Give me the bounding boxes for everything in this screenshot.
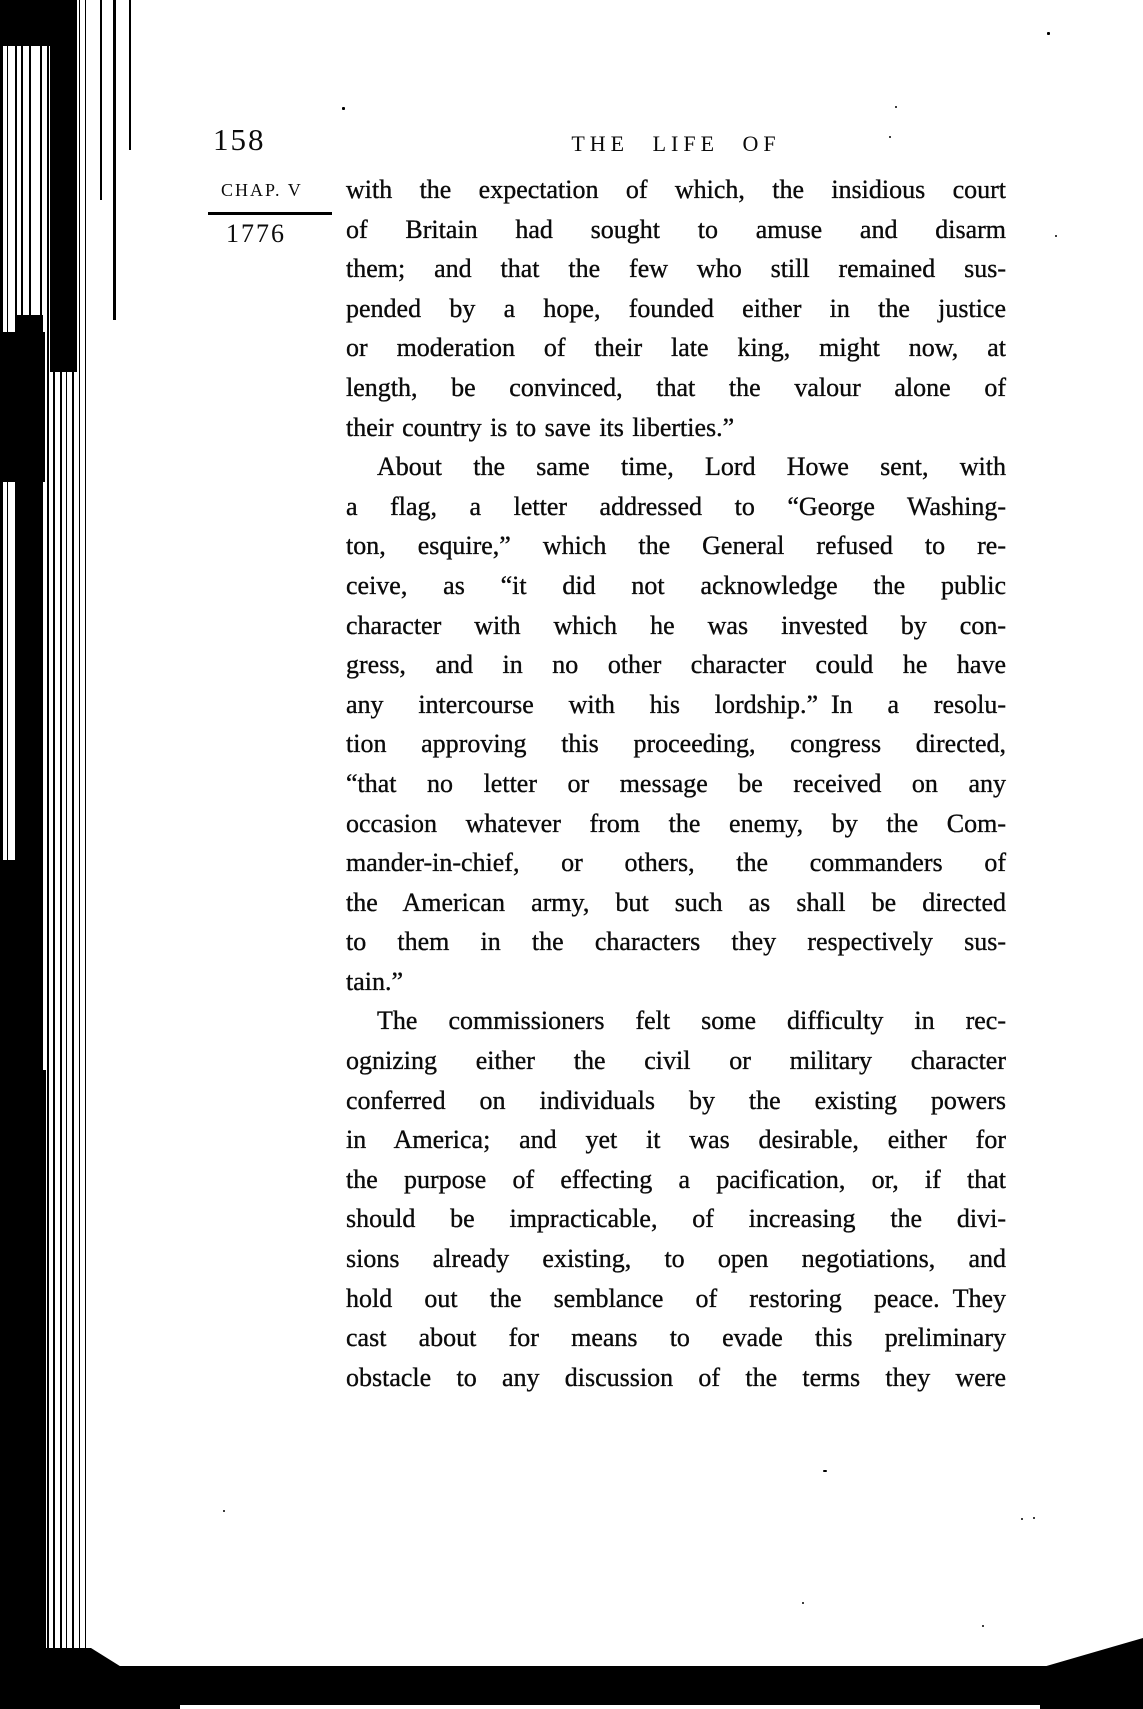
scan-speck — [895, 106, 897, 108]
text-line: of Britain had sought to amuse and disarm — [346, 214, 1006, 244]
text-line: the American army, but such as shall be directed — [346, 887, 1006, 917]
text-line: to them in the characters they respectively sus- — [346, 927, 1006, 957]
scan-speck — [1021, 1518, 1023, 1520]
text-line: sions already existing, to open negotiations, and — [346, 1244, 1006, 1274]
scan-speck — [223, 1510, 225, 1512]
text-line: or moderation of their late king, might now, at — [346, 333, 1006, 363]
text-line: tain.” — [346, 966, 404, 996]
text-line: pended by a hope, founded either in the justice — [346, 293, 1006, 323]
text-line: with the expectation of which, the insidious court — [346, 175, 1006, 204]
text-line: ognizing either the civil or military character — [346, 1046, 1006, 1076]
text-line: the purpose of effecting a pacification, or, if that — [346, 1164, 1006, 1194]
text-line: cast about for means to evade this preliminary — [346, 1323, 1006, 1353]
text-line: mander-in-chief, or others, the commanders of — [346, 848, 1006, 878]
chapter-label: CHAP. V — [221, 180, 303, 200]
text-line: character with which he was invested by con- — [346, 610, 1006, 640]
scan-speck — [982, 1625, 984, 1627]
text-line: ceive, as “it did not acknowledge the public — [346, 570, 1006, 600]
text-line: gress, and in no other character could he have — [346, 650, 1006, 680]
body-text — [346, 170, 1006, 1397]
text-line: occasion whatever from the enemy, by the Com- — [346, 808, 1006, 838]
year-label: 1776 — [226, 219, 286, 248]
scan-bar — [50, 0, 77, 372]
scan-bar — [0, 1070, 46, 1709]
page-number: 158 — [213, 122, 266, 157]
scan-line — [129, 0, 131, 150]
scan-speck — [823, 1470, 827, 1472]
scan-speck — [802, 1602, 804, 1604]
text-line: should be impracticable, of increasing the divi- — [346, 1204, 1006, 1234]
scan-speck — [1033, 1517, 1035, 1519]
scan-speck — [342, 107, 345, 110]
text-line: ton, esquire,” which the General refused to re- — [346, 531, 1006, 561]
running-header: THE LIFE OF — [571, 131, 781, 156]
scan-speck — [1055, 235, 1057, 237]
text-line: length, be convinced, that the valour alone of — [346, 372, 1006, 402]
scan-bottom-corner — [0, 1690, 180, 1709]
text-line: their country is to save its liberties.” — [346, 412, 735, 442]
text-line: “that no letter or message be received on any — [346, 768, 1006, 798]
scan-speck — [1047, 32, 1050, 35]
margin-rule — [208, 212, 332, 215]
text-line: obstacle to any discussion of the terms they were — [346, 1362, 1006, 1392]
text-line: About the same time, Lord Howe sent, with — [377, 452, 1006, 482]
scan-bottom-wedge — [1040, 1638, 1143, 1709]
text-line: any intercourse with his lordship.” In a resolu- — [346, 689, 1006, 719]
scan-line — [100, 0, 102, 200]
text-line: hold out the semblance of restoring peace. They — [346, 1283, 1006, 1313]
text-line: a flag, a letter addressed to “George Washing- — [346, 491, 1006, 521]
text-line: in America; and yet it was desirable, either for — [346, 1125, 1006, 1155]
text-line: them; and that the few who still remained sus- — [346, 254, 1006, 284]
text-line: tion approving this proceeding, congress directed, — [346, 729, 1006, 759]
scan-line — [113, 0, 116, 320]
scan-bar — [0, 332, 45, 482]
text-line: The commissioners felt some difficulty in rec- — [377, 1006, 1006, 1036]
text-line: conferred on individuals by the existing powers — [346, 1085, 1006, 1115]
